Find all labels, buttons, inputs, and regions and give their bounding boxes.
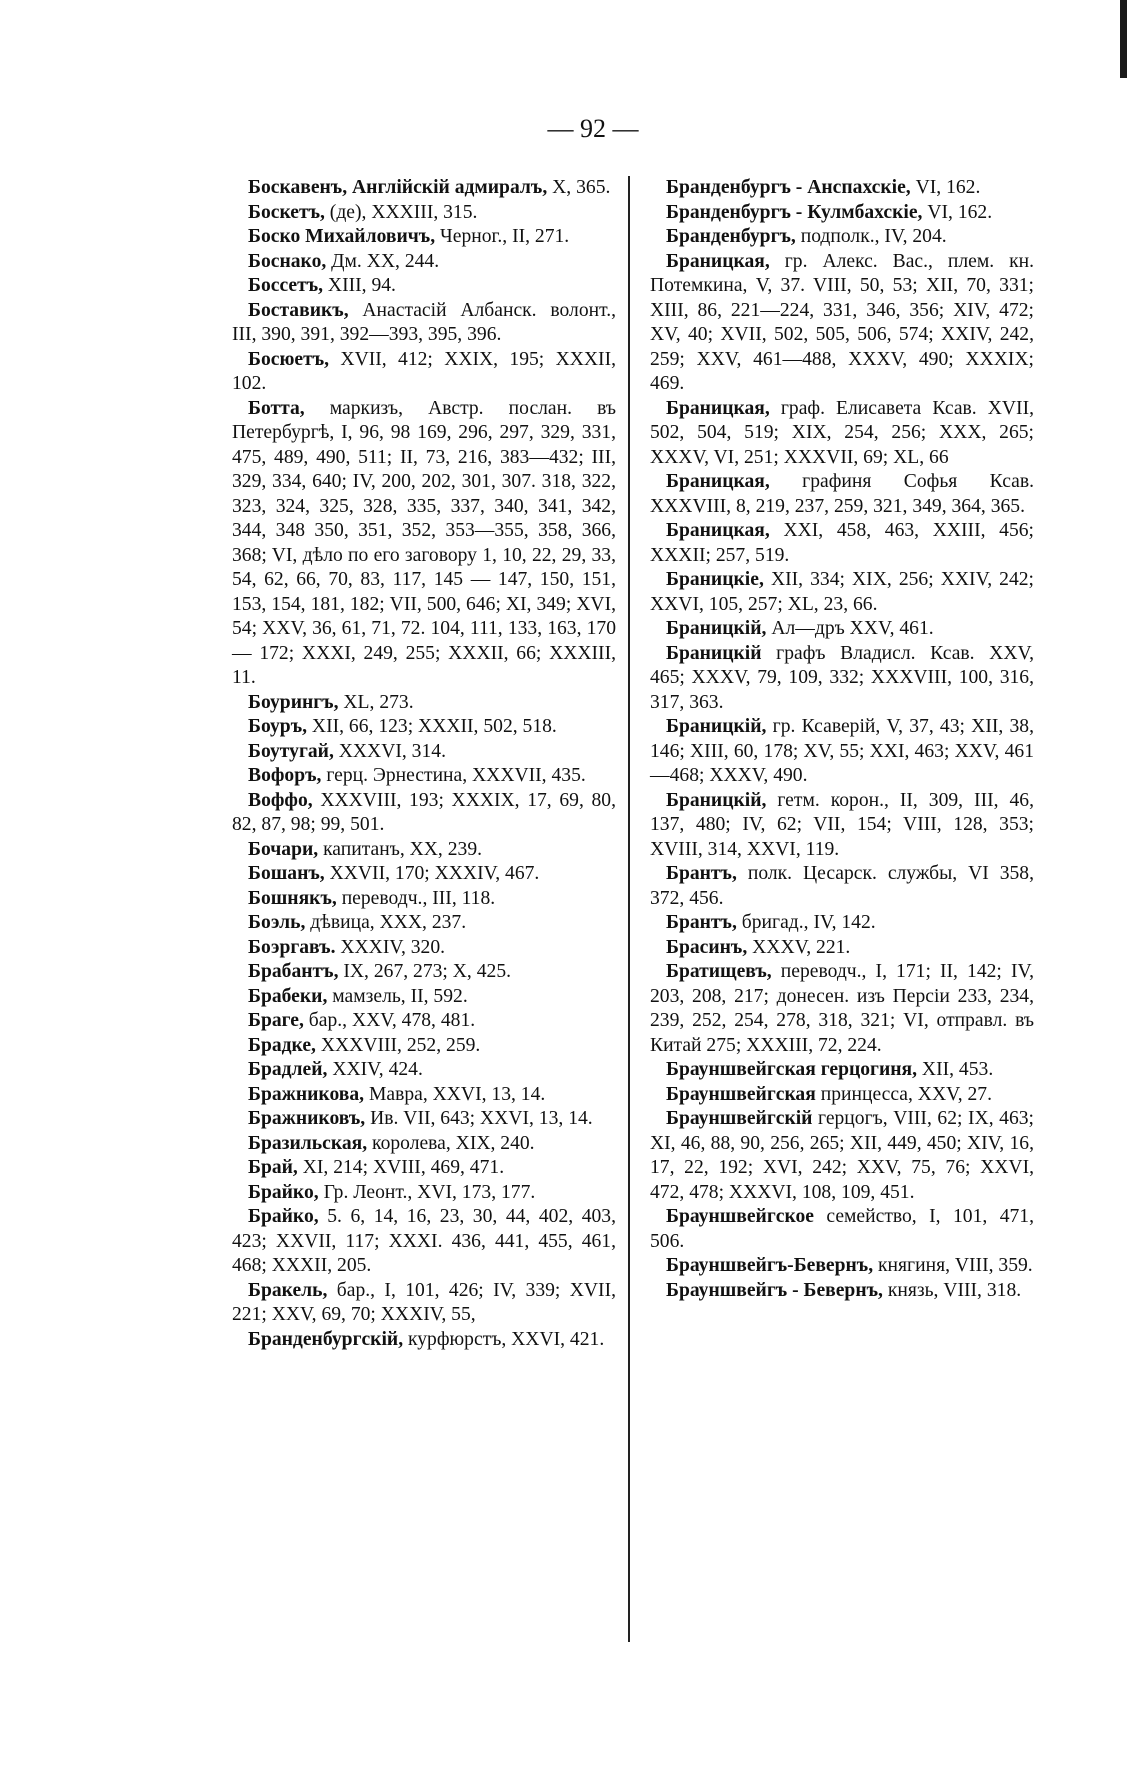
entry-headword: Боссетъ, (248, 275, 324, 296)
index-entry (650, 862, 1034, 911)
entry-references: князь, VIII, 318. (882, 1279, 1022, 1301)
entry-references: XL, 273. (338, 691, 414, 713)
entry-references: XXXVI, 314. (333, 740, 446, 762)
index-entry (232, 936, 616, 961)
entry-references: Ив. VII, 643; XXVI, 13, 14. (365, 1108, 593, 1129)
entry-headword: Брауншвейгская (666, 1083, 816, 1105)
entry-headword: Бранденбургъ - Анспахскіе, (666, 177, 911, 198)
index-entry (650, 911, 1034, 936)
entry-references: XXXVIII, 193; XXXIX, 17, 69, 80, 82, 87, 98; 99, 501. (232, 789, 616, 835)
index-entry (650, 1205, 1034, 1254)
entry-references: Анастасій Албанск. волонт., III, 390, 391, 392—393, 395, 396. (232, 299, 616, 345)
entry-headword: Бражниковъ, (248, 1108, 366, 1129)
entry-references: гетм. корон., II, 309, III, 46, 137, 480; IV, 62; VII, 154; VIII, 128, 353; XVIII, 314, XXVI, 119. (650, 789, 1034, 860)
entry-references: герц. Эрнестина, XXXVII, 435. (321, 765, 586, 786)
entry-references: графиня Софья Ксав. XXXVIII, 8, 219, 237, 259, 321, 349, 364, 365. (650, 471, 1034, 517)
entry-headword: Браницкій (666, 642, 762, 664)
index-entry (650, 1083, 1034, 1108)
entry-references: граф. Елисавета Ксав. XVII, 502, 504, 519; XIX, 254, 256; XXX, 265; XXXV, VI, 251; XXXVII, 69; XL, 66 (650, 397, 1034, 468)
entry-references: переводч., III, 118. (336, 887, 496, 909)
entry-headword: Боурингъ, (248, 691, 339, 713)
entry-headword: Брайко, (248, 1181, 319, 1203)
entry-headword: Бранденбургъ, (666, 226, 796, 247)
index-entry (232, 1107, 616, 1132)
index-entry (650, 715, 1034, 789)
entry-references: XXI, 458, 463, XXIII, 456; XXXII; 257, 519. (650, 520, 1034, 566)
index-entry (650, 201, 1034, 226)
entry-headword: Боскавенъ, Англійскій адмиралъ, (248, 177, 548, 198)
entry-headword: Брауншвейгъ-Бевернъ, (666, 1255, 874, 1276)
column-divider (628, 176, 630, 1642)
entry-headword: Браницкій, (666, 618, 767, 639)
entry-headword: Брабантъ, (248, 961, 339, 982)
index-entry (232, 911, 616, 936)
entry-headword: Боснако, (248, 250, 327, 272)
entry-headword: Брайко, (248, 1206, 319, 1227)
entry-references: графъ Владисл. Ксав. XXV, 465; XXXV, 79, 109, 332; XXXVIII, 100, 316, 317, 363. (650, 642, 1034, 713)
index-entry (232, 1156, 616, 1181)
entry-headword: Брауншвейгскій (666, 1108, 813, 1129)
entry-headword: Брауншвейгская герцогиня, (666, 1059, 918, 1080)
entry-headword: Бракель, (248, 1279, 328, 1301)
index-entry (232, 691, 616, 716)
entry-headword: Браницкая, (666, 397, 770, 419)
index-entry (650, 617, 1034, 642)
entry-headword: Брасинъ, (666, 936, 748, 958)
entry-references: 5. 6, 14, 16, 23, 30, 44, 402, 403, 423; XXVII, 117; XXXI. 436, 441, 455, 461, 468; XXXII, 205. (232, 1206, 616, 1276)
entry-headword: Брай, (248, 1157, 298, 1178)
index-entry (232, 176, 616, 201)
entry-headword: Брадке, (248, 1034, 316, 1056)
entry-references: XXXV, 221. (747, 936, 851, 958)
entry-references: бар., I, 101, 426; IV, 339; XVII, 221; XXV, 69, 70; XXXIV, 55, (232, 1279, 616, 1325)
entry-headword: Брауншвейгское (666, 1206, 814, 1227)
entry-headword: Боутугай, (248, 740, 334, 762)
entry-references: XXVII, 170; XXXIV, 467. (324, 863, 540, 884)
entry-headword: Бошанъ, (248, 863, 325, 884)
index-entry (650, 1279, 1034, 1304)
entry-references: XII, 334; XIX, 256; XXIV, 242; XXVI, 105, 257; XL, 23, 66. (650, 569, 1034, 615)
index-entry (232, 740, 616, 765)
entry-references: XII, 453. (917, 1059, 994, 1080)
index-entry (232, 838, 616, 863)
index-entry (232, 862, 616, 887)
entry-headword: Боэль, (248, 912, 306, 933)
entry-references: XIII, 94. (323, 275, 396, 296)
entry-headword: Браницкая, (666, 520, 770, 541)
entry-headword: Бранденбургъ - Кулмбахскіе, (666, 201, 923, 223)
index-entry (232, 1132, 616, 1157)
index-entry (232, 764, 616, 789)
index-entry (650, 397, 1034, 471)
entry-references: семейство, I, 101, 471, 506. (650, 1206, 1034, 1252)
index-entry (232, 299, 616, 348)
entry-headword: Брадлей, (248, 1059, 328, 1080)
index-entry (650, 519, 1034, 568)
index-entry (650, 1107, 1034, 1205)
index-entry (232, 715, 616, 740)
index-entry (650, 936, 1034, 961)
index-entry (232, 348, 616, 397)
entry-headword: Бранденбургскій, (248, 1328, 404, 1350)
index-entry (232, 1279, 616, 1328)
entry-references: XI, 214; XVIII, 469, 471. (297, 1157, 505, 1178)
entry-references: бар., XXV, 478, 481. (303, 1010, 476, 1031)
page-number: — 92 — (547, 114, 639, 143)
entry-headword: Воффо, (248, 789, 313, 811)
entry-headword: Братищевъ, (666, 961, 772, 982)
index-entry (650, 250, 1034, 397)
entry-headword: Бразильская, (248, 1132, 368, 1154)
entry-headword: Боэргавъ. (248, 936, 336, 958)
entry-headword: Брантъ, (666, 912, 737, 933)
entry-references: переводч., I, 171; II, 142; IV, 203, 208, 217; донесен. изъ Персіи 233, 234, 239, 252, 254, 278, 318, 321; VI, отправл. въ Китай 275; XXXIII, 72, 224. (650, 961, 1034, 1056)
index-entry (650, 642, 1034, 716)
index-entry (232, 250, 616, 275)
entry-references: мамзель, II, 592. (327, 985, 468, 1007)
index-entry (232, 1083, 616, 1108)
entry-references: подполк., IV, 204. (795, 226, 947, 247)
entry-references: Дм. XX, 244. (326, 250, 440, 272)
index-entry (232, 225, 616, 250)
entry-references: бригад., IV, 142. (736, 912, 876, 933)
entry-headword: Бочари, (248, 838, 319, 860)
entry-headword: Боско Михайловичъ, (248, 226, 436, 247)
index-entry (232, 1328, 616, 1353)
entry-headword: Браницкій, (666, 716, 767, 737)
left-column (232, 176, 616, 1352)
page-edge-bar (1120, 0, 1127, 78)
index-entry (650, 176, 1034, 201)
right-column (650, 176, 1034, 1303)
index-entry (232, 789, 616, 838)
entry-headword: Бошнякъ, (248, 887, 337, 909)
entry-references: X, 365. (547, 177, 611, 198)
index-entry (232, 960, 616, 985)
entry-headword: Боскетъ, (248, 201, 325, 223)
index-entry (232, 397, 616, 691)
entry-headword: Брантъ, (666, 863, 737, 884)
index-entry (650, 568, 1034, 617)
index-entry (650, 1254, 1034, 1279)
entry-references: XII, 66, 123; XXXII, 502, 518. (307, 716, 557, 737)
entry-references: VI, 162. (922, 201, 993, 223)
entry-headword: Браге, (248, 1010, 304, 1031)
entry-references: Гр. Леонт., XVI, 173, 177. (318, 1181, 536, 1203)
entry-references: Мавра, XXVI, 13, 14. (364, 1083, 546, 1105)
entry-references: принцесса, XXV, 27. (815, 1083, 993, 1105)
entry-headword: Бражникова, (248, 1083, 365, 1105)
entry-references: (де), XXXIII, 315. (324, 201, 478, 223)
entry-references: королева, XIX, 240. (367, 1132, 535, 1154)
entry-references: XXXIV, 320. (335, 936, 446, 958)
entry-references: XXIV, 424. (327, 1059, 423, 1080)
entry-headword: Браницкіе, (666, 569, 764, 590)
entry-references: дѣвица, XXX, 237. (305, 912, 467, 933)
index-entry (650, 1058, 1034, 1083)
index-entry (232, 1181, 616, 1206)
entry-headword: Браницкая, (666, 250, 770, 272)
entry-headword: Боуръ, (248, 716, 308, 737)
index-entry (650, 470, 1034, 519)
entry-headword: Браницкій, (666, 789, 767, 811)
entry-references: Ал—дръ XXV, 461. (766, 618, 934, 639)
index-entry (650, 789, 1034, 863)
entry-references: гр. Ксаверій, V, 37, 43; XII, 38, 146; XIII, 60, 178; XV, 55; XXI, 463; XXV, 461—468; XXXV, 490. (650, 716, 1034, 786)
index-entry (232, 1009, 616, 1034)
entry-headword: Босюетъ, (248, 348, 330, 370)
entry-references: Черног., II, 271. (435, 226, 570, 247)
index-entry (232, 1058, 616, 1083)
entry-headword: Вофоръ, (248, 765, 322, 786)
entry-headword: Брауншвейгъ - Бевернъ, (666, 1279, 883, 1301)
entry-references: герцогъ, VIII, 62; IX, 463; XI, 46, 88, 90, 256, 265; XII, 449, 450; XIV, 16, 17, 22, 192; XVI, 242; XXV, 75, 76; XXVI, 472, 478; XXXVI, 108, 109, 451. (650, 1108, 1034, 1203)
entry-references: маркизъ, Австр. послан. въ Петербургѣ, I, 96, 98 169, 296, 297, 329, 331, 475, 489, 490, 511; II, 73, 216, 383—432; III, 329, 334, 640; IV, 200, 202, 301, 307. 318, 322, 323, 324, 325, 328, 335, 337, 340, 341, 342, 344, 348 350, 351, 352, 353—355, 358, 366, 368; VI, дѣло по его заговору 1, 10, 22, 29, 33, 54, 62, 66, 70, 83, 117, 145 — 147, 150, 151, 153, 154, 181, 182; VII, 500, 646; XI, 349; XVI, 54; XXV, 36, 61, 71, 72. 104, 111, 133, 163, 170 — 172; XXXI, 249, 255; XXXII, 66; XXXIII, 11. (232, 397, 616, 688)
entry-headword: Брабеки, (248, 985, 328, 1007)
entry-references: IX, 267, 273; X, 425. (338, 961, 512, 982)
index-entry (650, 960, 1034, 1058)
entry-references: XXXVIII, 252, 259. (315, 1034, 481, 1056)
index-entry (232, 887, 616, 912)
entry-references: капитанъ, XX, 239. (318, 838, 483, 860)
index-entry (232, 201, 616, 226)
entry-references: курфюрстъ, XXVI, 421. (403, 1328, 605, 1350)
entry-references: XVII, 412; XXIX, 195; XXXII, 102. (232, 348, 616, 394)
entry-references: полк. Цесарск. службы, VI 358, 372, 456. (650, 863, 1034, 909)
entry-headword: Браницкая, (666, 471, 770, 492)
entry-headword: Ботта, (248, 397, 305, 419)
index-entry (232, 1205, 616, 1279)
index-entry (232, 985, 616, 1010)
index-entry (232, 1034, 616, 1059)
entry-references: VI, 162. (910, 177, 981, 198)
entry-references: княгиня, VIII, 359. (873, 1255, 1033, 1276)
index-entry (650, 225, 1034, 250)
index-entry (232, 274, 616, 299)
entry-references: гр. Алекс. Вас., плем. кн. Потемкина, V, 37. VIII, 50, 53; XII, 70, 331; XIII, 86, 221—224, 331, 346, 356; XIV, 472; XV, 40; XVII, 502, 505, 506, 574; XXIV, 242, 259; XXV, 461—488, XXXV, 490; XXXIX; 469. (650, 250, 1034, 394)
entry-headword: Боставикъ, (248, 299, 349, 321)
